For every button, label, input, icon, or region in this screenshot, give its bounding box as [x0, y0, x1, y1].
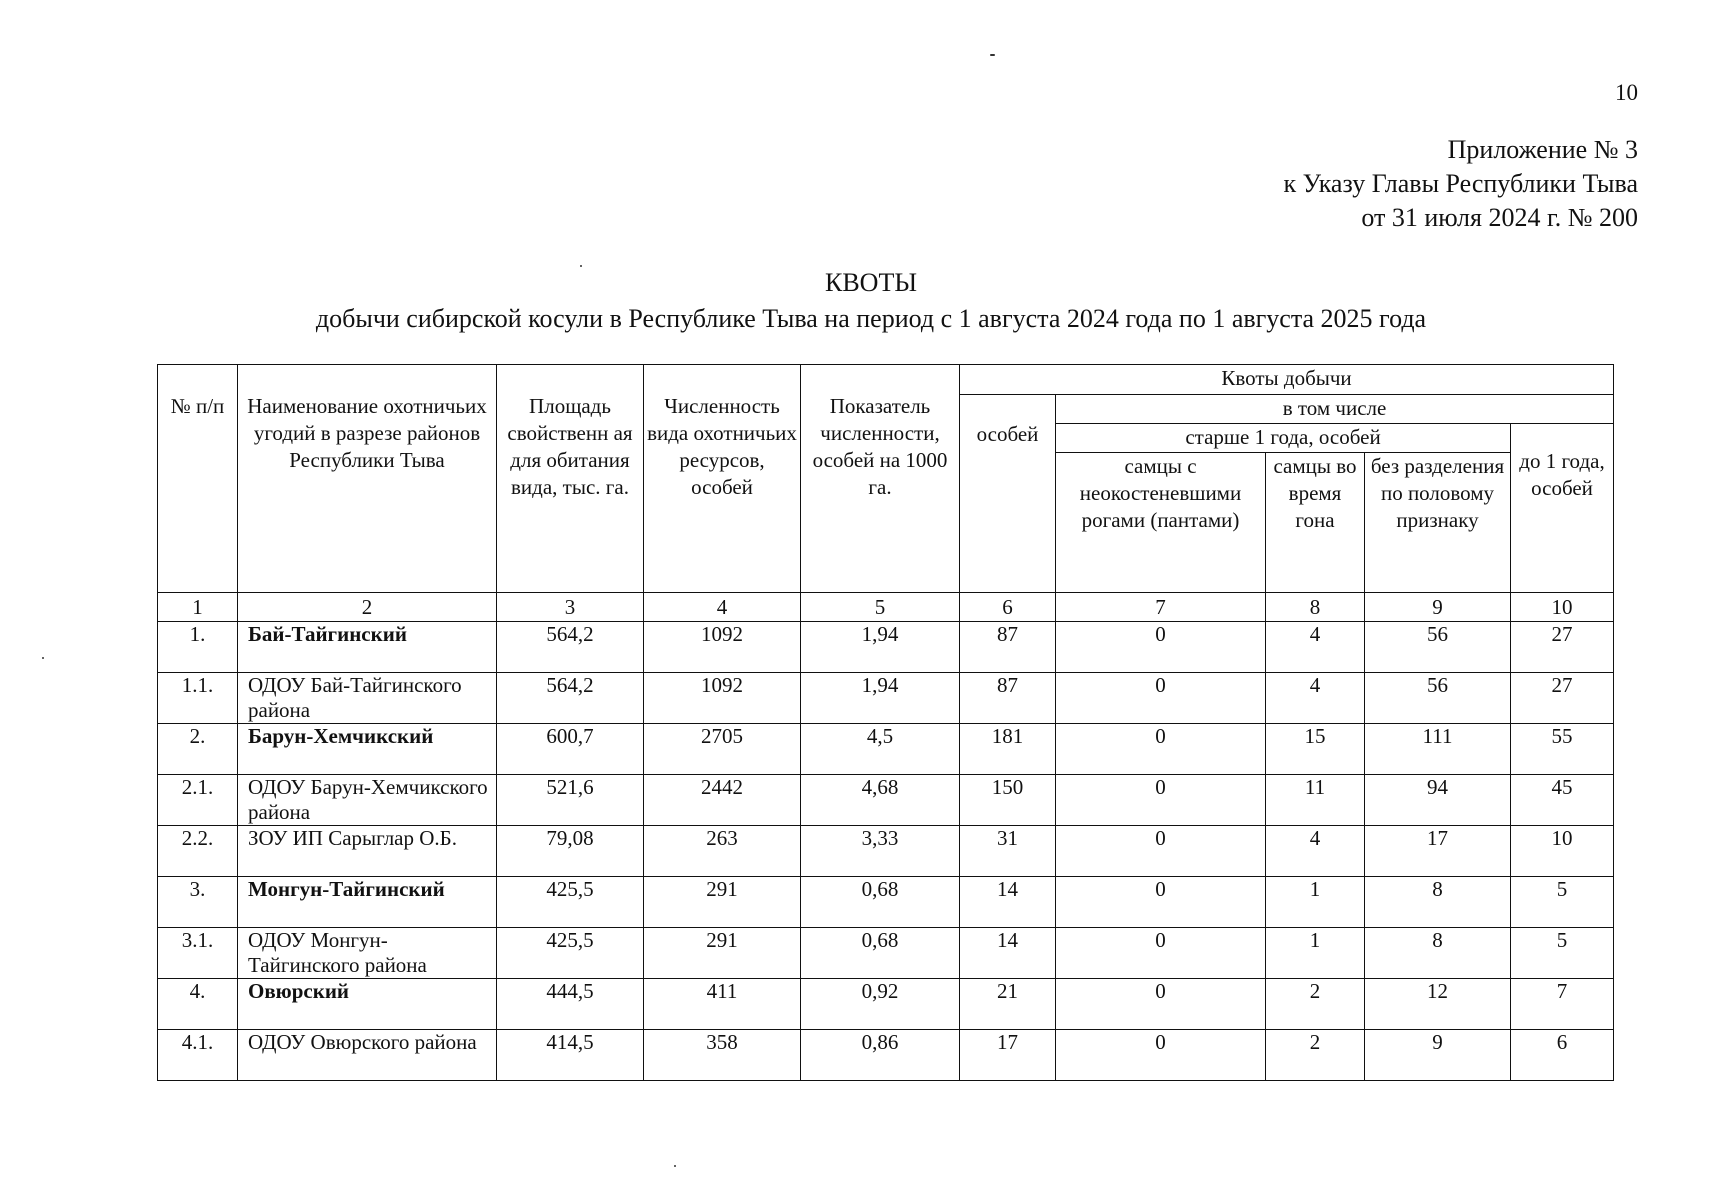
cell-name: Монгун-Тайгинский [238, 877, 497, 928]
cell-males-antlers: 0 [1056, 1030, 1266, 1081]
page-number: 10 [1615, 80, 1638, 105]
scan-speck [580, 265, 582, 267]
cell-males-antlers: 0 [1056, 673, 1266, 724]
cell-index: 0,92 [801, 979, 960, 1030]
cell-under1: 5 [1511, 877, 1614, 928]
table-row [158, 673, 1614, 724]
cell-no-sex: 9 [1365, 1030, 1511, 1081]
cell-area: 425,5 [497, 877, 644, 928]
header-older: старше 1 года, особей [1056, 424, 1511, 453]
cell-males-rut: 4 [1266, 673, 1365, 724]
cell-area: 564,2 [497, 673, 644, 724]
cell-name: ОДОУ Барун-Хемчикского района [238, 775, 497, 826]
cell-males-antlers: 0 [1056, 724, 1266, 775]
cell-area: 414,5 [497, 1030, 644, 1081]
column-number: 6 [960, 593, 1056, 622]
header-under1: до 1 года, особей [1511, 424, 1614, 593]
cell-no-sex: 17 [1365, 826, 1511, 877]
cell-males-rut: 1 [1266, 877, 1365, 928]
cell-name: ЗОУ ИП Сарыглар О.Б. [238, 826, 497, 877]
appendix-header [1283, 133, 1638, 235]
table-row [158, 775, 1614, 826]
cell-under1: 6 [1511, 1030, 1614, 1081]
cell-population: 358 [644, 1030, 801, 1081]
cell-name: Овюрский [238, 979, 497, 1030]
cell-males-antlers: 0 [1056, 928, 1266, 979]
cell-individuals: 17 [960, 1030, 1056, 1081]
column-number: 1 [158, 593, 238, 622]
cell-index: 4,68 [801, 775, 960, 826]
cell-index: 1,94 [801, 673, 960, 724]
cell-individuals: 87 [960, 673, 1056, 724]
cell-no-sex: 12 [1365, 979, 1511, 1030]
table-row [158, 877, 1614, 928]
appendix-line-2: к Указу Главы Республики Тыва [1283, 169, 1638, 198]
header-population: Численность вида охотничьих ресурсов, особей [644, 365, 801, 593]
cell-area: 600,7 [497, 724, 644, 775]
cell-area: 425,5 [497, 928, 644, 979]
cell-num: 3. [158, 877, 238, 928]
cell-name: ОДОУ Монгун-Тайгинского района [238, 928, 497, 979]
cell-no-sex: 8 [1365, 877, 1511, 928]
cell-males-antlers: 0 [1056, 775, 1266, 826]
cell-population: 2442 [644, 775, 801, 826]
cell-under1: 7 [1511, 979, 1614, 1030]
quota-table [157, 364, 1614, 1081]
cell-population: 291 [644, 928, 801, 979]
cell-males-rut: 2 [1266, 979, 1365, 1030]
cell-no-sex: 111 [1365, 724, 1511, 775]
header-name: Наименование охотничьих угодий в разрезе районов Республики Тыва [238, 365, 497, 593]
header-index: Показатель численности, особей на 1000 га. [801, 365, 960, 593]
cell-population: 263 [644, 826, 801, 877]
cell-individuals: 87 [960, 622, 1056, 673]
header-quota-group: Квоты добычи [960, 365, 1614, 395]
header-males-antlers: самцы с неокостеневшими рогами (пантами) [1056, 453, 1266, 593]
cell-individuals: 181 [960, 724, 1056, 775]
cell-population: 2705 [644, 724, 801, 775]
cell-males-rut: 4 [1266, 622, 1365, 673]
cell-name: Барун-Хемчикский [238, 724, 497, 775]
cell-population: 291 [644, 877, 801, 928]
cell-no-sex: 94 [1365, 775, 1511, 826]
cell-index: 4,5 [801, 724, 960, 775]
cell-index: 3,33 [801, 826, 960, 877]
appendix-line-3: от 31 июля 2024 г. № 200 [1361, 203, 1638, 232]
header-males-rut: самцы во время гона [1266, 453, 1365, 593]
header-including: в том числе [1056, 395, 1614, 424]
scan-speck [990, 54, 995, 56]
cell-area: 564,2 [497, 622, 644, 673]
table-row [158, 622, 1614, 673]
cell-num: 2. [158, 724, 238, 775]
cell-area: 79,08 [497, 826, 644, 877]
cell-under1: 27 [1511, 622, 1614, 673]
scan-speck [674, 1165, 676, 1167]
cell-name: ОДОУ Бай-Тайгинского района [238, 673, 497, 724]
column-number-row [158, 593, 1614, 622]
cell-males-antlers: 0 [1056, 622, 1266, 673]
appendix-line-1: Приложение № 3 [1447, 135, 1638, 164]
cell-males-antlers: 0 [1056, 979, 1266, 1030]
table-row [158, 979, 1614, 1030]
cell-males-antlers: 0 [1056, 877, 1266, 928]
cell-num: 1.1. [158, 673, 238, 724]
cell-under1: 55 [1511, 724, 1614, 775]
cell-population: 411 [644, 979, 801, 1030]
column-number: 7 [1056, 593, 1266, 622]
table-row [158, 826, 1614, 877]
cell-index: 0,68 [801, 928, 960, 979]
column-number: 4 [644, 593, 801, 622]
cell-num: 2.2. [158, 826, 238, 877]
cell-under1: 27 [1511, 673, 1614, 724]
column-number: 9 [1365, 593, 1511, 622]
table-row [158, 724, 1614, 775]
column-number: 8 [1266, 593, 1365, 622]
cell-population: 1092 [644, 622, 801, 673]
cell-under1: 5 [1511, 928, 1614, 979]
cell-num: 4. [158, 979, 238, 1030]
cell-males-rut: 15 [1266, 724, 1365, 775]
cell-index: 0,68 [801, 877, 960, 928]
cell-num: 2.1. [158, 775, 238, 826]
cell-individuals: 14 [960, 877, 1056, 928]
column-number: 2 [238, 593, 497, 622]
document-subtitle: добычи сибирской косули в Республике Тыва на период с 1 августа 2024 года по 1 августа 2025 года [315, 304, 1427, 333]
cell-no-sex: 56 [1365, 673, 1511, 724]
cell-males-antlers: 0 [1056, 826, 1266, 877]
cell-name: Бай-Тайгинский [238, 622, 497, 673]
cell-no-sex: 8 [1365, 928, 1511, 979]
header-individuals: особей [960, 395, 1056, 593]
cell-area: 444,5 [497, 979, 644, 1030]
cell-individuals: 31 [960, 826, 1056, 877]
cell-individuals: 14 [960, 928, 1056, 979]
cell-num: 4.1. [158, 1030, 238, 1081]
header-area: Площадь свойственн ая для обитания вида, тыс. га. [497, 365, 644, 593]
cell-under1: 45 [1511, 775, 1614, 826]
header-num: № п/п [158, 365, 238, 593]
cell-males-rut: 2 [1266, 1030, 1365, 1081]
column-number: 10 [1511, 593, 1614, 622]
cell-males-rut: 1 [1266, 928, 1365, 979]
document-title-block [0, 265, 1710, 337]
cell-no-sex: 56 [1365, 622, 1511, 673]
cell-index: 0,86 [801, 1030, 960, 1081]
cell-num: 3.1. [158, 928, 238, 979]
cell-males-rut: 4 [1266, 826, 1365, 877]
cell-under1: 10 [1511, 826, 1614, 877]
scan-speck [42, 657, 44, 659]
column-number: 3 [497, 593, 644, 622]
document-title: КВОТЫ [824, 268, 917, 297]
cell-name: ОДОУ Овюрского района [238, 1030, 497, 1081]
table-row [158, 928, 1614, 979]
cell-individuals: 150 [960, 775, 1056, 826]
cell-males-rut: 11 [1266, 775, 1365, 826]
cell-individuals: 21 [960, 979, 1056, 1030]
cell-area: 521,6 [497, 775, 644, 826]
cell-population: 1092 [644, 673, 801, 724]
table-row [158, 1030, 1614, 1081]
cell-index: 1,94 [801, 622, 960, 673]
column-number: 5 [801, 593, 960, 622]
header-no-sex: без разделения по половому признаку [1365, 453, 1511, 593]
cell-num: 1. [158, 622, 238, 673]
